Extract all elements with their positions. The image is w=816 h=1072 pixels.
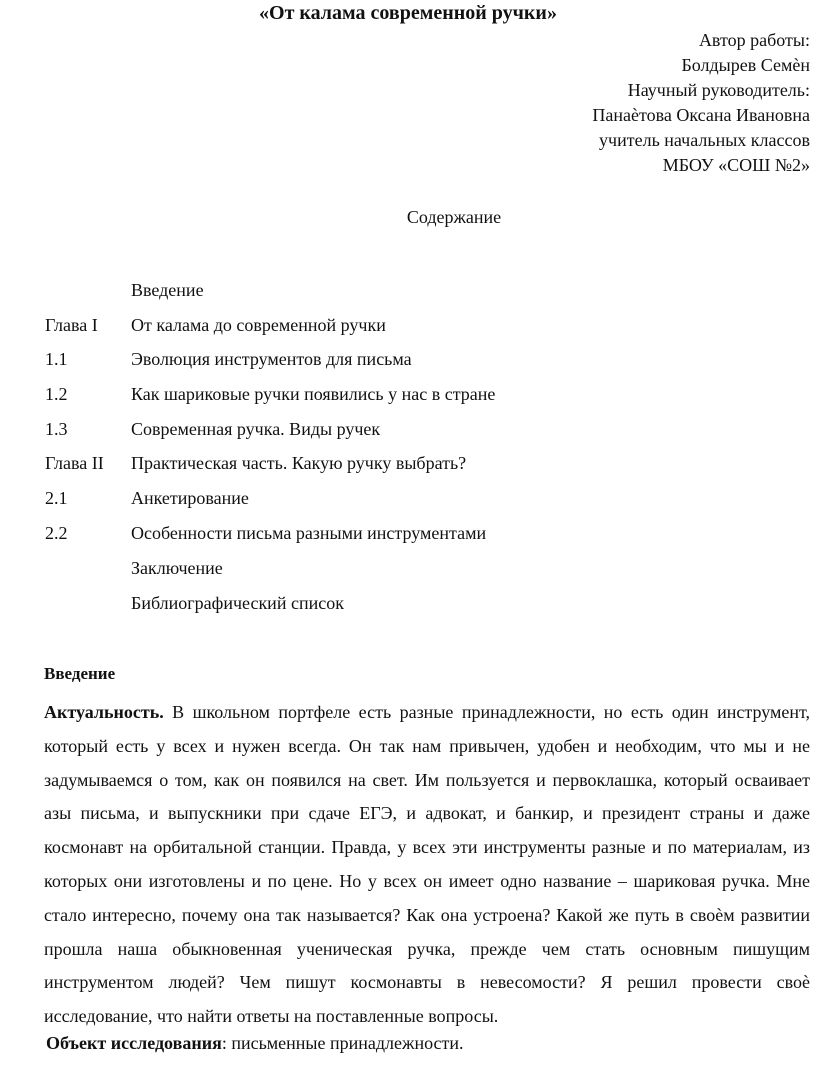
author-label: Автор работы: — [698, 30, 810, 50]
research-object-line — [46, 1033, 464, 1054]
document-title: «От калама современной ручки» — [259, 2, 557, 24]
toc-row — [45, 346, 785, 372]
toc-entry: Как шариковые ручки появились у нас в стране — [131, 384, 496, 404]
toc-heading: Содержание — [406, 207, 502, 227]
toc-number: 1.1 — [45, 349, 68, 369]
toc-number: 2.2 — [45, 523, 68, 543]
author-name: Болдырев Семѐн — [681, 55, 810, 75]
supervisor-label: Научный руководитель: — [627, 80, 810, 100]
toc-number: Глава I — [45, 315, 98, 335]
toc-row — [45, 416, 785, 442]
toc-number: 2.1 — [45, 488, 68, 508]
relevance-body: В школьном портфеле есть разные принадлежности, но есть один инструмент, который есть у всех и нужен всегда. Он так нам привычен, удобен и необходим, что мы и не задумываемся о том, как он появился на свет. Им пользуется и первоклашка, который осваивает азы письма, и выпускники при сдаче ЕГЭ, и адвокат, и банкир, и президент страны и даже космонавт на орбитальной станции. Правда, у всех эти инструменты разные и по материалам, из которых они изготовлены и по цене. Но у всех он имеет одно название – шариковая ручка. Мне стало интересно, почему она так называется? Как она устроена? Какой же путь в своѐм развитии прошла наша обыкновенная ученическая ручка, прежде чем стать основным пишущим инструментом людей? Чем пишут космонавты в невесомости? Я решил провести своѐ исследование, что найти ответы на поставленные вопросы. — [44, 702, 810, 1027]
toc-number: 1.2 — [45, 384, 68, 404]
toc-entry: От калама до современной ручки — [131, 315, 386, 335]
relevance-lead: Актуальность. — [44, 702, 164, 722]
toc-entry: Заключение — [131, 558, 223, 578]
toc-row — [45, 590, 785, 616]
toc-row — [45, 555, 785, 581]
toc-entry: Библиографический список — [131, 593, 344, 613]
school-name: МБОУ «СОШ №2» — [662, 155, 810, 175]
supervisor-position: учитель начальных классов — [599, 130, 810, 150]
toc-entry: Практическая часть. Какую ручку выбрать? — [131, 453, 467, 473]
toc-row — [45, 485, 785, 511]
toc-row — [45, 381, 785, 407]
toc-row — [45, 277, 785, 303]
toc-entry: Анкетирование — [131, 488, 249, 508]
toc-row — [45, 450, 785, 476]
toc-entry: Особенности письма разными инструментами — [131, 523, 487, 543]
toc-entry: Современная ручка. Виды ручек — [131, 419, 381, 439]
research-object-lead: Объект исследования — [46, 1033, 222, 1053]
supervisor-name: Панаѐтова Оксана Ивановна — [592, 105, 810, 125]
toc-row — [45, 312, 785, 338]
toc-row — [45, 520, 785, 546]
toc-number: Глава II — [45, 453, 104, 473]
section-heading-introduction: Введение — [44, 664, 116, 683]
toc-entry: Эволюция инструментов для письма — [131, 349, 412, 369]
relevance-paragraph — [44, 696, 810, 1034]
toc-entry: Введение — [131, 280, 204, 300]
toc-number: 1.3 — [45, 419, 68, 439]
author-block — [592, 28, 810, 178]
research-object-text: : письменные принадлежности. — [221, 1033, 464, 1053]
